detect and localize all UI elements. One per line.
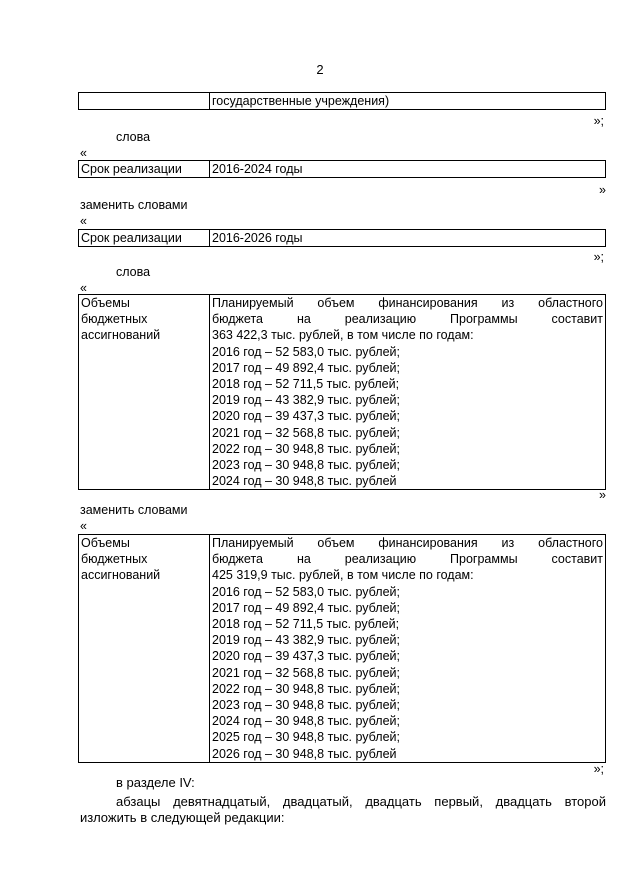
year-amount-line: 2018 год – 52 711,5 тыс. рублей; xyxy=(212,617,400,632)
funding-total-line: 363 422,3 тыс. рублей, в том числе по годам: xyxy=(212,328,474,343)
funding-text-line: Планируемый объем финансирования из областного xyxy=(212,296,603,310)
opening-quote: « xyxy=(80,214,87,228)
table-cell-label xyxy=(79,295,210,490)
closing-quote: » xyxy=(599,488,606,502)
year-amount-line: 2021 год – 32 568,8 тыс. рублей; xyxy=(212,665,400,680)
year-amount-line: 2024 год – 30 948,8 тыс. рублей; xyxy=(212,714,400,729)
table-cell-value: 2016-2024 годы xyxy=(210,161,606,178)
year-amount-line: 2025 год – 30 948,8 тыс. рублей; xyxy=(212,730,400,745)
label-line: ассигнований xyxy=(81,568,161,583)
closing-quote: » xyxy=(599,183,606,197)
funding-total-line: 425 319,9 тыс. рублей, в том числе по годам: xyxy=(212,568,474,583)
year-amount-line: 2020 год – 39 437,3 тыс. рублей; xyxy=(212,409,400,424)
year-amount-line: 2018 год – 52 711,5 тыс. рублей; xyxy=(212,377,400,392)
funding-text-line: бюджета на реализацию Программы составит xyxy=(212,312,603,327)
closing-quote: »; xyxy=(593,762,604,776)
replace-with-words: заменить словами xyxy=(80,503,188,517)
table-cell-value: государственные учреждения) xyxy=(210,93,606,110)
table-cell-value: 2016-2026 годы xyxy=(210,230,606,247)
table-cell-label: Срок реализации xyxy=(79,161,210,178)
closing-quote: »; xyxy=(593,250,604,264)
table-cell-value xyxy=(210,295,606,490)
opening-quote: « xyxy=(80,519,87,533)
opening-quote: « xyxy=(80,146,87,160)
year-amount-line: 2017 год – 49 892,4 тыс. рублей; xyxy=(212,600,400,615)
year-amount-line: 2022 год – 30 948,8 тыс. рублей; xyxy=(212,441,400,456)
label-line: Объемы xyxy=(81,296,130,310)
year-amount-line: 2023 год – 30 948,8 тыс. рублей; xyxy=(212,698,400,713)
table-cell-label: Срок реализации xyxy=(79,230,210,247)
table-term-new xyxy=(78,229,606,247)
paragraph-line: изложить в следующей редакции: xyxy=(80,810,285,825)
label-line: Объемы xyxy=(81,536,130,550)
table-cell-label xyxy=(79,93,210,110)
replace-with-words: заменить словами xyxy=(80,198,188,212)
paragraph-line: абзацы девятнадцатый, двадцатый, двадцать первый, двадцать второй xyxy=(116,794,606,809)
year-amount-line: 2017 год – 49 892,4 тыс. рублей; xyxy=(212,360,400,375)
year-amount-line: 2026 год – 30 948,8 тыс. рублей xyxy=(212,746,397,761)
label-line: ассигнований xyxy=(81,328,161,343)
year-amount-line: 2022 год – 30 948,8 тыс. рублей; xyxy=(212,681,400,696)
label-line: бюджетных xyxy=(81,312,148,327)
year-amount-line: 2023 год – 30 948,8 тыс. рублей; xyxy=(212,458,400,473)
closing-quote: »; xyxy=(593,114,604,128)
year-amount-line: 2019 год – 43 382,9 тыс. рублей; xyxy=(212,393,400,408)
table-term-old xyxy=(78,160,606,178)
section-intro: в разделе IV: xyxy=(116,775,195,790)
funding-text-line: бюджета на реализацию Программы составит xyxy=(212,552,603,567)
table-budget-old xyxy=(78,294,606,490)
word-slova: слова xyxy=(116,265,151,279)
label-line: бюджетных xyxy=(81,552,148,567)
opening-quote: « xyxy=(80,281,87,295)
page-number: 2 xyxy=(316,62,324,77)
table-previous-row xyxy=(78,92,606,110)
year-amount-line: 2019 год – 43 382,9 тыс. рублей; xyxy=(212,633,400,648)
year-amount-line: 2024 год – 30 948,8 тыс. рублей xyxy=(212,474,397,489)
table-cell-value xyxy=(210,535,606,763)
year-amount-line: 2016 год – 52 583,0 тыс. рублей; xyxy=(212,344,400,359)
table-budget-new xyxy=(78,534,606,763)
table-cell-label xyxy=(79,535,210,763)
word-slova: слова xyxy=(116,130,151,144)
year-amount-line: 2021 год – 32 568,8 тыс. рублей; xyxy=(212,425,400,440)
year-amount-line: 2016 год – 52 583,0 тыс. рублей; xyxy=(212,584,400,599)
year-amount-line: 2020 год – 39 437,3 тыс. рублей; xyxy=(212,649,400,664)
funding-text-line: Планируемый объем финансирования из областного xyxy=(212,536,603,550)
